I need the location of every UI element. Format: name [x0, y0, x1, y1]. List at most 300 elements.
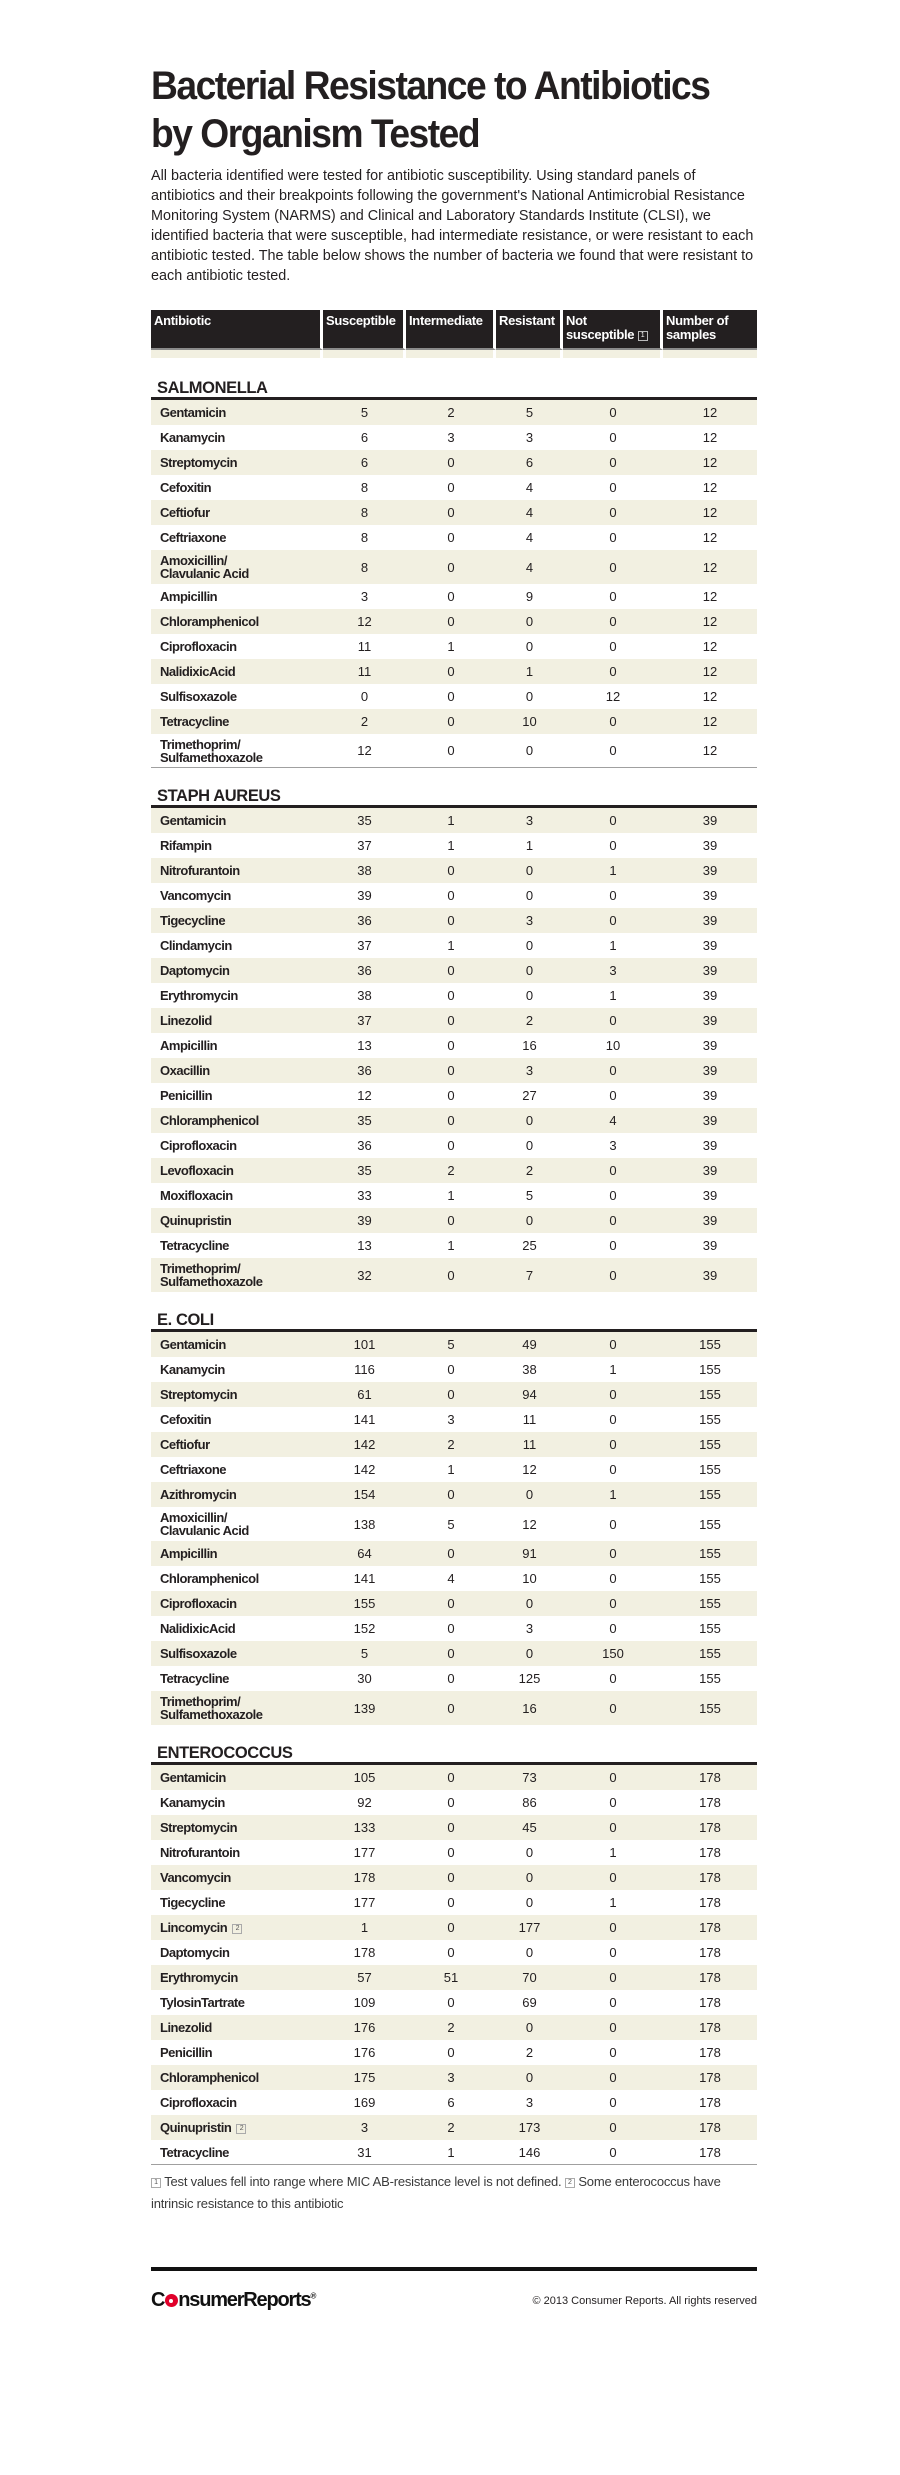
- antibiotic-label: Tigecycline: [160, 913, 226, 928]
- cell-resistant: 0: [496, 734, 563, 768]
- cell-intermediate: 0: [447, 2045, 455, 2060]
- cell-resistant: 173: [496, 2115, 563, 2140]
- column-header-samples-line1: Number of: [666, 313, 729, 328]
- cell-samples: 39: [702, 938, 718, 953]
- cell-susceptible: 178: [353, 1945, 376, 1960]
- cell-resistant: 0: [525, 1945, 534, 1960]
- cell-resistant: 9: [525, 589, 534, 604]
- cell-resistant: 16: [522, 1038, 537, 1053]
- antibiotic-label: Oxacillin: [160, 1063, 210, 1078]
- cell-resistant: 4: [496, 550, 563, 584]
- antibiotic-label: Ampicillin: [160, 589, 218, 604]
- antibiotic-name: [151, 584, 323, 609]
- cell-resistant: 10: [496, 709, 563, 734]
- cell-resistant: 91: [496, 1541, 563, 1566]
- antibiotic-name: [151, 1666, 323, 1691]
- cell-samples: 178: [663, 2015, 757, 2040]
- cell-not-susceptible: 0: [563, 659, 663, 684]
- antibiotic-name: [151, 958, 323, 983]
- table-row: [151, 1865, 757, 1890]
- antibiotic-name: [151, 1482, 323, 1507]
- cell-samples: 178: [699, 1945, 721, 1960]
- cell-resistant: 4: [496, 500, 563, 525]
- cell-intermediate: 0: [447, 1038, 455, 1053]
- cell-intermediate: 2: [406, 2115, 496, 2140]
- cell-susceptible: 178: [323, 1865, 406, 1890]
- header-spacer: [323, 350, 406, 358]
- cell-intermediate: 5: [447, 1516, 455, 1532]
- antibiotic-name: [151, 858, 323, 883]
- cell-samples: 39: [663, 1158, 757, 1183]
- table-row: [151, 1233, 757, 1258]
- cell-resistant: 6: [496, 450, 563, 475]
- cell-not-susceptible: 0: [563, 1815, 663, 1840]
- antibiotic-name: [151, 1407, 323, 1432]
- table-row: [151, 1915, 757, 1940]
- antibiotic-name: [151, 1790, 323, 1815]
- cell-intermediate: 0: [447, 480, 455, 495]
- cell-susceptible: 31: [323, 2140, 406, 2165]
- cell-susceptible: 138: [353, 1516, 376, 1532]
- cell-not-susceptible: 0: [609, 1995, 617, 2010]
- cell-susceptible: 36: [323, 1058, 406, 1083]
- registered-mark: ®: [310, 2291, 317, 2301]
- cell-not-susceptible: 1: [609, 1362, 617, 1377]
- cell-susceptible: 39: [323, 1208, 406, 1233]
- cell-susceptible: 116: [354, 1362, 375, 1377]
- antibiotic-name: [151, 1507, 323, 1541]
- table-row: [151, 1940, 757, 1965]
- cell-not-susceptible: 0: [563, 2115, 663, 2140]
- cell-samples: 39: [702, 1138, 718, 1153]
- antibiotic-name: [151, 2040, 323, 2065]
- antibiotic-name: [151, 2115, 323, 2140]
- cell-intermediate: 0: [406, 1815, 496, 1840]
- antibiotic-label: TylosinTartrate: [160, 1995, 245, 2010]
- cell-resistant: 25: [522, 1238, 537, 1253]
- table-row: [151, 1133, 757, 1158]
- cell-susceptible: 169: [353, 2095, 376, 2110]
- cell-not-susceptible: 1: [609, 1895, 617, 1910]
- cell-not-susceptible: 0: [563, 1008, 663, 1033]
- cell-intermediate: 0: [406, 1691, 496, 1725]
- antibiotic-label: Nitrofurantoin: [160, 863, 240, 878]
- table-row: [151, 1108, 757, 1133]
- cell-intermediate: 1: [447, 838, 455, 853]
- cell-resistant: 86: [522, 1795, 537, 1810]
- table-row: [151, 1641, 757, 1666]
- cell-intermediate: 2: [406, 2015, 496, 2040]
- cell-intermediate: 0: [406, 734, 496, 768]
- footer: [151, 2289, 757, 2312]
- cell-samples: 39: [702, 838, 718, 853]
- cell-not-susceptible: 0: [563, 1332, 663, 1357]
- cell-samples: 178: [663, 1865, 757, 1890]
- antibiotic-label: Vancomycin: [160, 888, 231, 903]
- cell-samples: 12: [663, 659, 757, 684]
- cell-samples: 178: [699, 1795, 721, 1810]
- antibiotic-name: [151, 1133, 323, 1158]
- cell-samples: 39: [663, 808, 757, 833]
- cell-resistant: 45: [496, 1815, 563, 1840]
- cell-resistant: 70: [496, 1965, 563, 1990]
- cell-intermediate: 0: [406, 1382, 496, 1407]
- table-row: [151, 525, 757, 550]
- table-row: [151, 500, 757, 525]
- cell-resistant: 1: [525, 838, 534, 853]
- antibiotic-name: [151, 709, 323, 734]
- cell-susceptible: 11: [323, 659, 406, 684]
- cell-not-susceptible: 10: [605, 1038, 621, 1053]
- table-row: [151, 1666, 757, 1691]
- antibiotic-label: Tetracycline: [160, 2144, 229, 2160]
- antibiotic-label: Cefoxitin: [160, 480, 212, 495]
- cell-not-susceptible: 0: [563, 1965, 663, 1990]
- antibiotic-name: [151, 475, 323, 500]
- antibiotic-name: [151, 1083, 323, 1108]
- cell-not-susceptible: 0: [563, 2065, 663, 2090]
- cell-susceptible: 12: [357, 1088, 372, 1103]
- antibiotic-name: [151, 425, 323, 450]
- cell-intermediate: 0: [406, 858, 496, 883]
- table-row: [151, 550, 757, 584]
- cell-not-susceptible: 4: [563, 1108, 663, 1133]
- antibiotic-label: Trimethoprim/: [160, 736, 241, 752]
- cell-intermediate: 2: [406, 400, 496, 425]
- table-row: [151, 1840, 757, 1865]
- cell-not-susceptible: 0: [563, 1058, 663, 1083]
- consumer-reports-logo: [151, 2289, 316, 2312]
- table-row: [151, 400, 757, 425]
- column-header-samples-line2: samples: [666, 327, 716, 342]
- cell-samples: 39: [663, 908, 757, 933]
- cell-samples: 39: [663, 1008, 757, 1033]
- cell-susceptible: 139: [323, 1691, 406, 1725]
- cell-intermediate: 3: [447, 1412, 455, 1427]
- cell-samples: 178: [663, 2115, 757, 2140]
- cell-intermediate: 0: [406, 450, 496, 475]
- footnote-2-marker: 2: [232, 1924, 242, 1934]
- cell-resistant: 5: [496, 400, 563, 425]
- cell-susceptible: 38: [357, 988, 372, 1003]
- cell-resistant: 38: [522, 1362, 537, 1377]
- cell-intermediate: 0: [447, 888, 455, 903]
- cell-susceptible: 35: [323, 1108, 406, 1133]
- antibiotic-label: Ceftiofur: [160, 505, 210, 520]
- cell-not-susceptible: 0: [563, 609, 663, 634]
- antibiotic-name: [151, 1765, 323, 1790]
- table-row: [151, 1890, 757, 1915]
- cell-not-susceptible: 0: [609, 1671, 617, 1686]
- antibiotic-label: Amoxicillin/: [160, 553, 227, 568]
- cell-samples: 155: [699, 1671, 721, 1686]
- column-header-intermediate: Intermediate: [406, 310, 496, 350]
- antibiotic-name: [151, 1357, 323, 1382]
- cell-resistant: 0: [525, 639, 534, 654]
- table-row: [151, 1815, 757, 1840]
- cell-resistant: 12: [522, 1462, 537, 1477]
- cell-intermediate: 0: [406, 1591, 496, 1616]
- cell-samples: 12: [663, 709, 757, 734]
- cell-susceptible: 11: [357, 639, 372, 654]
- cell-resistant: 0: [525, 1138, 534, 1153]
- antibiotic-label: Ceftriaxone: [160, 530, 227, 545]
- cell-not-susceptible: 0: [563, 1541, 663, 1566]
- cell-samples: 178: [699, 2095, 721, 2110]
- cell-susceptible: 141: [353, 1571, 376, 1586]
- cell-intermediate: 6: [447, 2095, 455, 2110]
- cell-intermediate: 1: [447, 639, 455, 654]
- antibiotic-label: Gentamicin: [160, 405, 226, 420]
- table-row: [151, 1432, 757, 1457]
- cell-not-susceptible: 0: [563, 1208, 663, 1233]
- cell-susceptible: 30: [357, 1671, 372, 1686]
- header-spacer: [151, 350, 323, 358]
- table-row: [151, 1790, 757, 1815]
- antibiotic-name: [151, 500, 323, 525]
- antibiotic-name: [151, 1915, 323, 1940]
- table-row: [151, 2015, 757, 2040]
- antibiotic-label: NalidixicAcid: [160, 664, 236, 679]
- footnote-1-marker: 1: [638, 331, 648, 341]
- table-row: [151, 1208, 757, 1233]
- antibiotic-name: [151, 1890, 323, 1915]
- cell-intermediate: 0: [447, 1671, 455, 1686]
- antibiotic-name: [151, 908, 323, 933]
- antibiotic-label: Streptomycin: [160, 1820, 238, 1835]
- antibiotic-name: [151, 833, 323, 858]
- cell-not-susceptible: 150: [563, 1641, 663, 1666]
- antibiotic-name: [151, 933, 323, 958]
- table-row: [151, 609, 757, 634]
- cell-resistant: 4: [525, 480, 534, 495]
- cell-samples: 155: [663, 1591, 757, 1616]
- cell-intermediate: 1: [406, 808, 496, 833]
- cell-susceptible: 5: [323, 400, 406, 425]
- cell-intermediate: 0: [447, 1138, 455, 1153]
- cell-not-susceptible: 1: [563, 858, 663, 883]
- cell-resistant: 27: [522, 1088, 537, 1103]
- cell-intermediate: 0: [406, 550, 496, 584]
- cell-not-susceptible: 0: [609, 1188, 617, 1203]
- antibiotic-label: Kanamycin: [160, 1362, 225, 1377]
- cell-intermediate: 4: [447, 1571, 455, 1586]
- cell-intermediate: 2: [406, 1432, 496, 1457]
- cell-samples: 39: [702, 1188, 718, 1203]
- antibiotic-name: [151, 400, 323, 425]
- cell-susceptible: 152: [353, 1621, 376, 1636]
- cell-not-susceptible: 3: [609, 1138, 617, 1153]
- cell-resistant: 146: [496, 2140, 563, 2165]
- cell-samples: 178: [663, 1765, 757, 1790]
- cell-samples: 155: [663, 1641, 757, 1666]
- table-row: [151, 1158, 757, 1183]
- antibiotic-label: Ciprofloxacin: [160, 639, 237, 654]
- antibiotic-label: Ampicillin: [160, 1546, 218, 1561]
- table-row: [151, 933, 757, 958]
- cell-resistant: 10: [522, 1571, 537, 1586]
- header-spacer: [406, 350, 496, 358]
- antibiotic-name: [151, 1382, 323, 1407]
- cell-resistant: 3: [496, 1058, 563, 1083]
- cell-susceptible: 2: [323, 709, 406, 734]
- antibiotic-name: [151, 550, 323, 584]
- antibiotic-label-line2: Sulfamethoxazole: [160, 1707, 263, 1722]
- cell-resistant: 0: [496, 2065, 563, 2090]
- antibiotic-label: Tetracycline: [160, 1238, 229, 1253]
- table-row: [151, 983, 757, 1008]
- antibiotic-name: [151, 1258, 323, 1292]
- table-row: [151, 1382, 757, 1407]
- cell-intermediate: 0: [406, 659, 496, 684]
- cell-samples: 39: [702, 1088, 718, 1103]
- table-row: [151, 1591, 757, 1616]
- cell-susceptible: 13: [357, 1238, 372, 1253]
- logo-letter-c: C: [151, 2289, 165, 2311]
- cell-susceptible: 0: [360, 689, 369, 704]
- table-row: [151, 425, 757, 450]
- antibiotic-name: [151, 1815, 323, 1840]
- antibiotic-label: Tetracycline: [160, 1671, 229, 1686]
- cell-resistant: 73: [496, 1765, 563, 1790]
- antibiotic-name: [151, 808, 323, 833]
- cell-not-susceptible: 0: [609, 2095, 617, 2110]
- cell-intermediate: 0: [447, 589, 455, 604]
- table-row: [151, 1965, 757, 1990]
- antibiotic-name: [151, 1965, 323, 1990]
- cell-susceptible: 176: [323, 2015, 406, 2040]
- antibiotic-name: [151, 1033, 323, 1058]
- footnote-2-marker: 2: [565, 2178, 575, 2188]
- cell-not-susceptible: 0: [563, 1432, 663, 1457]
- table-row: [151, 1457, 757, 1482]
- cell-resistant: 11: [522, 1412, 537, 1427]
- cell-samples: 12: [663, 550, 757, 584]
- cell-susceptible: 92: [357, 1795, 372, 1810]
- copyright: © 2013 Consumer Reports. All rights reserved: [532, 2294, 757, 2307]
- cell-not-susceptible: 0: [609, 639, 617, 654]
- antibiotic-label: Daptomycin: [160, 1945, 230, 1960]
- antibiotic-label: Penicillin: [160, 2045, 213, 2060]
- footnote-1-text: Test values fell into range where MIC AB-resistance level is not defined.: [164, 2174, 562, 2189]
- cell-susceptible: 36: [323, 958, 406, 983]
- table-row: [151, 2040, 757, 2065]
- cell-susceptible: 6: [360, 430, 369, 445]
- cell-susceptible: 142: [353, 1462, 376, 1477]
- cell-samples: 39: [663, 1058, 757, 1083]
- antibiotic-label: Kanamycin: [160, 430, 225, 445]
- table-row: [151, 1258, 757, 1292]
- cell-intermediate: 0: [447, 1621, 455, 1636]
- cell-samples: 39: [702, 1038, 718, 1053]
- antibiotic-label: Penicillin: [160, 1088, 213, 1103]
- cell-resistant: 1: [496, 659, 563, 684]
- cell-not-susceptible: 0: [609, 1516, 617, 1532]
- antibiotic-name: [151, 684, 323, 709]
- antibiotic-label: Ciprofloxacin: [160, 1596, 237, 1611]
- cell-susceptible: 177: [353, 1895, 376, 1910]
- footnotes: [151, 2171, 757, 2215]
- footnote-1-marker: 1: [151, 2178, 161, 2188]
- column-header-not-susceptible-line2: susceptible: [566, 327, 635, 342]
- page-title: [151, 62, 756, 158]
- antibiotic-label: Chloramphenicol: [160, 1571, 259, 1586]
- cell-samples: 39: [663, 1208, 757, 1233]
- cell-not-susceptible: 0: [563, 808, 663, 833]
- header-spacer: [496, 350, 563, 358]
- cell-intermediate: 0: [406, 1208, 496, 1233]
- antibiotic-label: Nitrofurantoin: [160, 1845, 240, 1860]
- antibiotic-label: Rifampin: [160, 838, 212, 853]
- antibiotic-name: [151, 1616, 323, 1641]
- cell-susceptible: 61: [323, 1382, 406, 1407]
- cell-resistant: 3: [496, 908, 563, 933]
- intro-paragraph: All bacteria identified were tested for antibiotic susceptibility. Using standard panels of antibiotics and their breakpoints following the government's National Antimicrobial Resistance Monitoring System (NARMS) and Clinical and Laboratory Standards Institute (CLSI), we identified bacteria that were susceptible, had intermediate resistance, or were resistant to each antibiotic tested. The table below shows the number of bacteria we found that were resistant to each antibiotic tested.: [151, 168, 754, 284]
- cell-susceptible: 175: [323, 2065, 406, 2090]
- column-header-samples: [663, 310, 757, 350]
- cell-resistant: 177: [496, 1915, 563, 1940]
- antibiotic-label: Quinupristin: [160, 1213, 232, 1228]
- title-line-2: by Organism Tested: [151, 112, 480, 156]
- cell-intermediate: 0: [406, 1641, 496, 1666]
- cell-intermediate: 5: [406, 1332, 496, 1357]
- cell-samples: 12: [702, 480, 718, 495]
- organism-table: [151, 1332, 757, 1725]
- cell-resistant: 3: [525, 2095, 534, 2110]
- cell-samples: 12: [702, 689, 718, 704]
- antibiotic-name: [151, 2015, 323, 2040]
- antibiotic-name: [151, 983, 323, 1008]
- table-row: [151, 858, 757, 883]
- cell-samples: 178: [699, 1895, 721, 1910]
- antibiotic-name: [151, 1233, 323, 1258]
- antibiotic-label: Tetracycline: [160, 714, 229, 729]
- cell-susceptible: 8: [323, 500, 406, 525]
- cell-resistant: 0: [496, 858, 563, 883]
- cell-susceptible: 39: [357, 888, 372, 903]
- antibiotic-name: [151, 1058, 323, 1083]
- cell-resistant: 94: [496, 1382, 563, 1407]
- table-row: [151, 634, 757, 659]
- antibiotic-label: Gentamicin: [160, 813, 226, 828]
- cell-resistant: 3: [525, 430, 534, 445]
- table-row: [151, 1183, 757, 1208]
- cell-intermediate: 1: [447, 1188, 455, 1203]
- cell-resistant: 0: [525, 888, 534, 903]
- antibiotic-label: Kanamycin: [160, 1795, 225, 1810]
- antibiotic-name: [151, 659, 323, 684]
- cell-susceptible: 109: [353, 1995, 376, 2010]
- title-line-1: Bacterial Resistance to Antibiotics: [151, 64, 710, 108]
- cell-susceptible: 176: [353, 2045, 376, 2060]
- cell-susceptible: 8: [323, 550, 406, 584]
- cell-not-susceptible: 0: [563, 1691, 663, 1725]
- antibiotic-label: Azithromycin: [160, 1487, 237, 1502]
- page: [151, 62, 757, 2312]
- cell-resistant: 12: [522, 1516, 537, 1532]
- cell-intermediate: 0: [406, 1915, 496, 1940]
- organism-table: [151, 1765, 757, 2165]
- antibiotic-label: Chloramphenicol: [160, 1113, 259, 1128]
- cell-not-susceptible: 0: [563, 734, 663, 768]
- cell-resistant: 2: [496, 1008, 563, 1033]
- antibiotic-label: Lincomycin: [160, 1920, 228, 1935]
- antibiotic-label: Streptomycin: [160, 455, 238, 470]
- cell-not-susceptible: 0: [563, 1865, 663, 1890]
- cell-susceptible: 37: [357, 838, 372, 853]
- cell-samples: 178: [699, 2045, 721, 2060]
- cell-samples: 12: [663, 734, 757, 768]
